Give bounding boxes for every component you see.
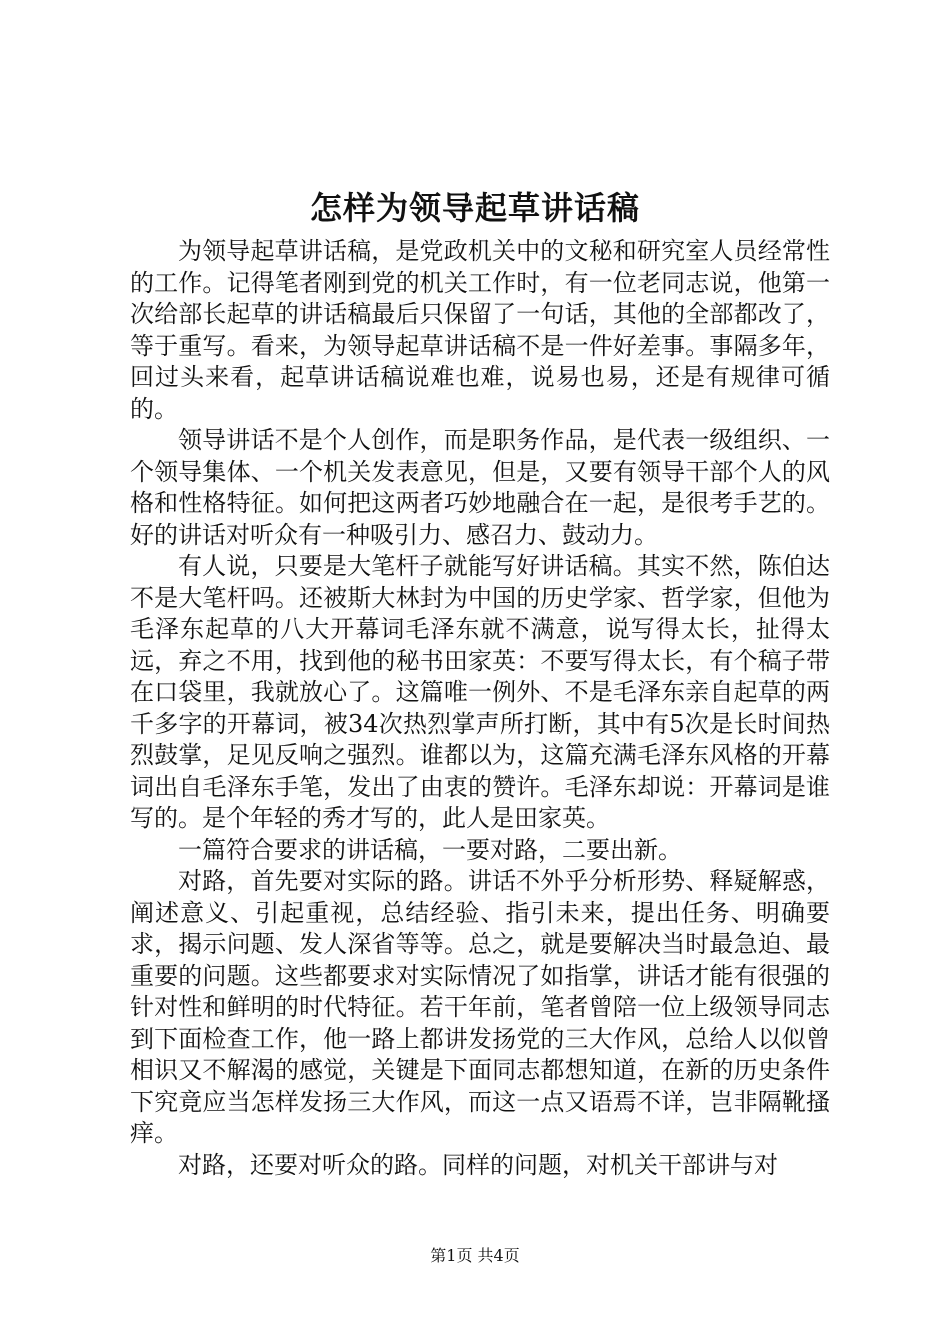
paragraph: 为领导起草讲话稿，是党政机关中的文秘和研究室人员经常性的工作。记得笔者刚到党的机关工作时，有一位老同志说，他第一次给部长起草的讲话稿最后只保留了一句话，其他的全部都改了，等于重写。看来，为领导起草讲话稿不是一件好差事。事隔多年，回过头来看，起草讲话稿说难也难，说易也易，还是有规律可循的。 bbox=[130, 237, 830, 423]
document-body bbox=[130, 236, 830, 1181]
paragraph: 一篇符合要求的讲话稿，一要对路，二要出新。 bbox=[178, 835, 682, 864]
paragraph: 对路，还要对听众的路。同样的问题，对机关干部讲与对 bbox=[178, 1150, 778, 1179]
paragraph: 有人说，只要是大笔杆子就能写好讲话稿。其实不然，陈伯达不是大笔杆吗。还被斯大林封为中国的历史学家、哲学家，但他为毛泽东起草的八大开幕词毛泽东就不满意，说写得太长，扯得太远，弃之不用，找到他的秘书田家英：不要写得太长，有个稿子带在口袋里，我就放心了。这篇唯一例外、不是毛泽东亲自起草的两千多字的开幕词，被34次热烈掌声所打断，其中有5次是长时间热烈鼓掌，足见反响之强烈。谁都以为，这篇充满毛泽东风格的开幕词出自毛泽东手笔，发出了由衷的赞许。毛泽东却说：开幕词是谁写的。是个年轻的秀才写的，此人是田家英。 bbox=[130, 552, 830, 832]
paragraph: 对路，首先要对实际的路。讲话不外乎分析形势、释疑解惑，阐述意义、引起重视，总结经验、指引未来，提出任务、明确要求，揭示问题、发人深省等等。总之，就是要解决当时最急迫、最重要的问题。这些都要求对实际情况了如指掌，讲话才能有很强的针对性和鲜明的时代特征。若干年前，笔者曾陪一位上级领导同志到下面检查工作，他一路上都讲发扬党的三大作风，总给人以似曾相识又不解渴的感觉，关键是下面同志都想知道，在新的历史条件下究竟应当怎样发扬三大作风，而这一点又语焉不详，岂非隔靴搔痒。 bbox=[130, 867, 830, 1147]
document-title: 怎样为领导起草讲话稿 bbox=[309, 189, 640, 227]
paragraph: 领导讲话不是个人创作，而是职务作品，是代表一级组织、一个领导集体、一个机关发表意见，但是，又要有领导干部个人的风格和性格特征。如何把这两者巧妙地融合在一起，是很考手艺的。好的讲话对听众有一种吸引力、感召力、鼓动力。 bbox=[130, 426, 830, 549]
page-number-footer: 第1页 共4页 bbox=[430, 1246, 520, 1265]
